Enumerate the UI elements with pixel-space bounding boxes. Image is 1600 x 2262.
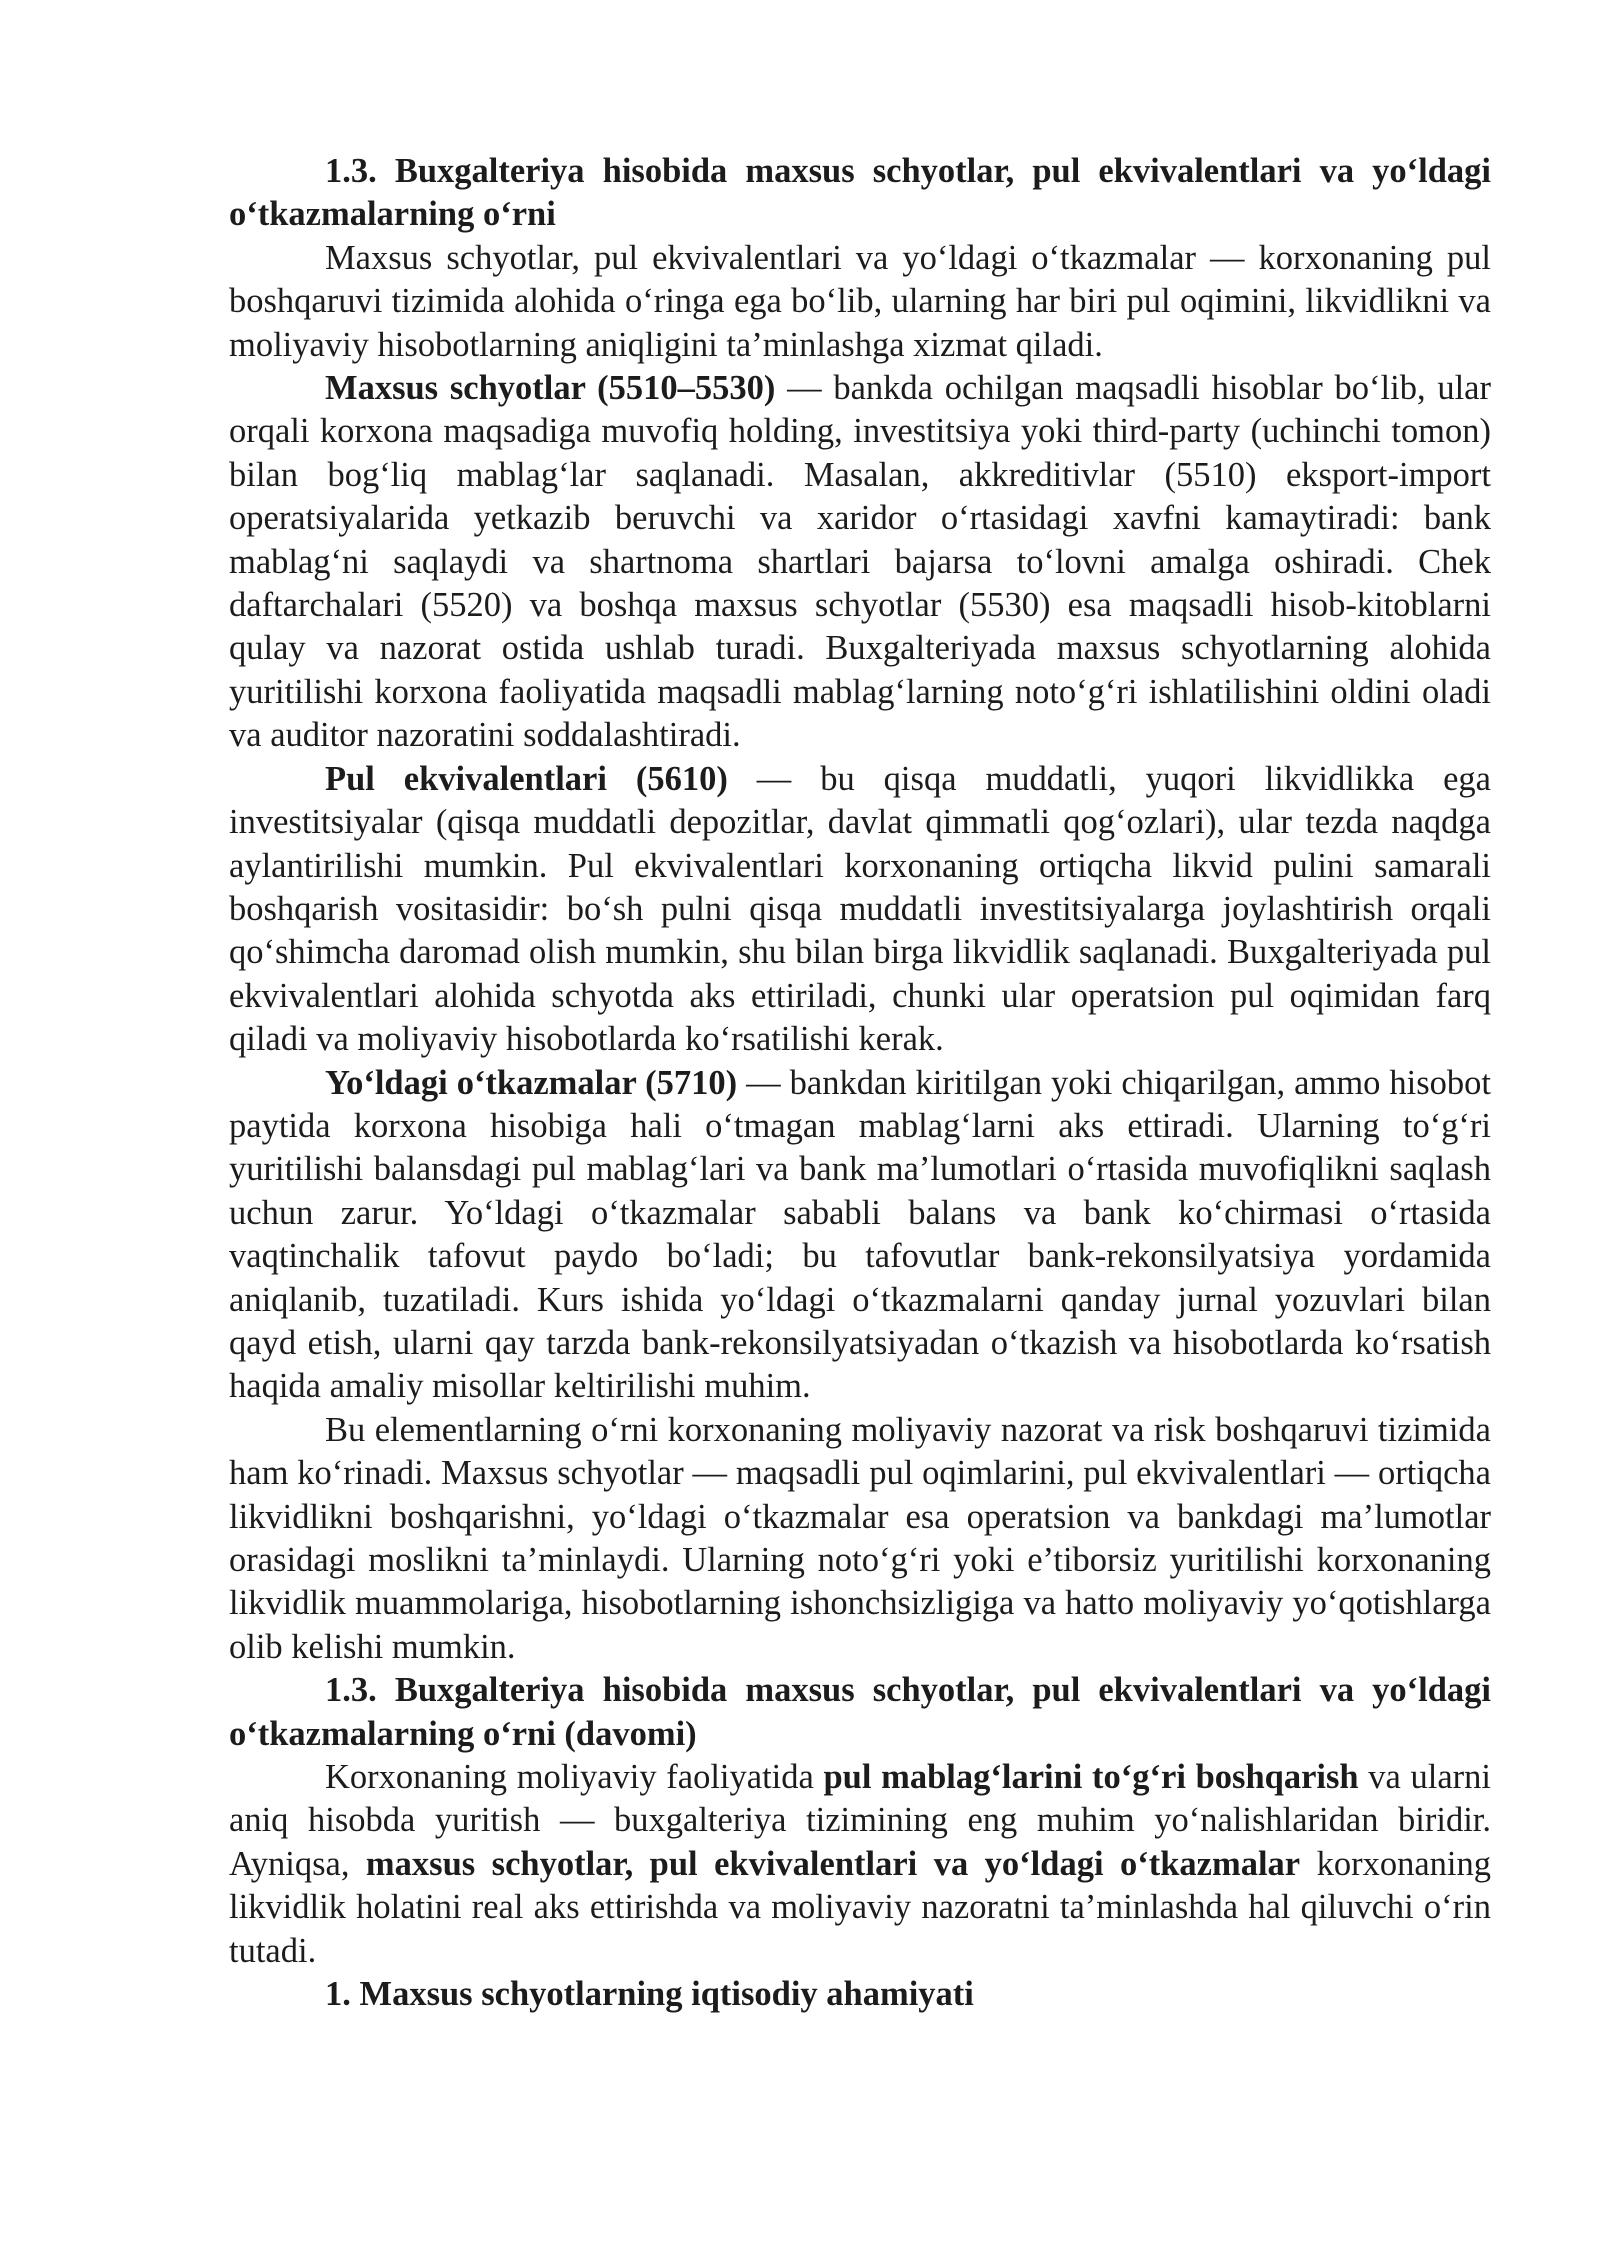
intro-paragraph: Maxsus schyotlar, pul ekvivalentlari va yo‘ldagi o‘tkazmalar — korxonaning pul boshqaruvi tizimida alohida o‘ringa ega bo‘lib, ularning har biri pul oqimini, likvidlikni va moliyaviy hisobotlarning aniqligini ta’minlashga xizmat qiladi. [229, 238, 1491, 364]
special-accounts-paragraph [229, 367, 1491, 758]
cash-equivalents-text: — bu qisqa muddatli, yuqori likvidlikka ega investitsiyalar (qisqa muddatli depozitlar, davlat qimmatli qog‘ozlari), ular tezda naqdga aylantirilishi mumkin. Pul ekvivalentlari korxonaning ortiqcha likvid pulini samarali boshqarish vositasidir: bo‘sh pulni qisqa muddatli investitsiyalarga joylashtirish orqali qo‘shimcha daromad olish mumkin, shu bilan birga likvidlik saqlanadi. Buxgalteriyada pul ekvivalentlari alohida schyotda aks ettiriladi, chunki ular operatsion pul oqimidan farq qiladi va moliyaviy hisobotlarda ko‘rsatilishi kerak. [229, 759, 1491, 1059]
continued-intro-text-b: va ularni aniq hisobda yuritish — buxgalteriya tizimining eng muhim yo‘nalishlaridan biridir. Ayniqsa, [229, 1758, 1491, 1883]
transfers-in-transit-text: — bankdan kiritilgan yoki chiqarilgan, ammo hisobot paytida korxona hisobiga hali o‘tmagan mablag‘larni aks ettiradi. Ularning to‘g‘ri yuritilishi balansdagi pul mablag‘lari va bank ma’lumotlari o‘rtasida muvofiqlikni saqlash uchun zarur. Yo‘ldagi o‘tkazmalar sababli balans va bank ko‘chirmasi o‘rtasida vaqtinchalik tafovut paydo bo‘ladi; bu tafovutlar bank-rekonsilyatsiya yordamida aniqlanib, tuzatiladi. Kurs ishida yo‘ldagi o‘tkazmalarni qanday jurnal yozuvlari bilan qayd etish, ularni qay tarzda bank-rekonsilyatsiyadan o‘tkazish va hisobotlarda ko‘rsatish haqida amaliy misollar keltirilishi muhim. [229, 1063, 1492, 1406]
cash-equivalents-term: Pul ekvivalentlari (5610) [325, 759, 728, 798]
continued-intro-text-c: korxonaning likvidlik holatini real aks ettirishda va moliyaviy nazoratni ta’minlashda hal qiluvchi o‘rin tutadi. [229, 1844, 1491, 1970]
continued-intro-bold-b: maxsus schyotlar, pul ekvivalentlari va yo‘ldagi o‘tkazmalar [365, 1844, 1301, 1883]
cash-equivalents-paragraph [229, 758, 1491, 1062]
transfers-in-transit-term: Yo‘ldagi o‘tkazmalar (5710) [325, 1063, 738, 1102]
continued-intro-paragraph [229, 1756, 1491, 1973]
section-heading-continued: 1.3. Buxgalteriya hisobida maxsus schyotlar, pul ekvivalentlari va yo‘ldagi o‘tkazmalarning o‘rni (davomi) [229, 1671, 1491, 1753]
continued-intro-text-a: Korxonaning moliyaviy faoliyatida [325, 1758, 824, 1797]
transfers-in-transit-paragraph [229, 1062, 1491, 1409]
section-heading: 1.3. Buxgalteriya hisobida maxsus schyotlar, pul ekvivalentlari va yo‘ldagi o‘tkazmalarning o‘rni [229, 152, 1491, 234]
special-accounts-text: — bankda ochilgan maqsadli hisoblar bo‘lib, ular orqali korxona maqsadiga muvofiq holding, investitsiya yoki third-party (uchinchi tomon) bilan bog‘liq mablag‘lar saqlanadi. Masalan, akkreditivlar (5510) eksport-import operatsiyalarida yetkazib beruvchi va xaridor o‘rtasidagi xavfni kamaytiradi: bank mablag‘ni saqlaydi va shartnoma shartlari bajarsa to‘lovni amalga oshiradi. Chek daftarchalari (5520) va boshqa maxsus schyotlar (5530) esa maqsadli hisob-kitoblarni qulay va nazorat ostida ushlab turadi. Buxgalteriyada maxsus schyotlarning alohida yuritilishi korxona faoliyatida maqsadli mablag‘larning noto‘g‘ri ishlatilishini oldini oladi va auditor nazoratini soddalashtiradi. [229, 369, 1491, 755]
special-accounts-term: Maxsus schyotlar (5510–5530) [325, 369, 776, 408]
role-summary-paragraph: Bu elementlarning o‘rni korxonaning moliyaviy nazorat va risk boshqaruvi tizimida ham ko‘rinadi. Maxsus schyotlar — maqsadli pul oqimlarini, pul ekvivalentlari — ortiqcha likvidlikni boshqarishni, yo‘ldagi o‘tkazmalar esa operatsion va bankdagi ma’lumotlar orasidagi moslikni ta’minlaydi. Ularning noto‘g‘ri yoki e’tiborsiz yuritilishi korxonaning likvidlik muammolariga, hisobotlarning ishonchsizligiga va hatto moliyaviy yo‘qotishlarga olib kelishi mumkin. [229, 1410, 1491, 1666]
document-page [229, 150, 1491, 2016]
continued-intro-bold-a: pul mablag‘larini to‘g‘ri boshqarish [823, 1758, 1359, 1797]
subsection-heading: 1. Maxsus schyotlarning iqtisodiy ahamiyati [325, 1975, 974, 2014]
